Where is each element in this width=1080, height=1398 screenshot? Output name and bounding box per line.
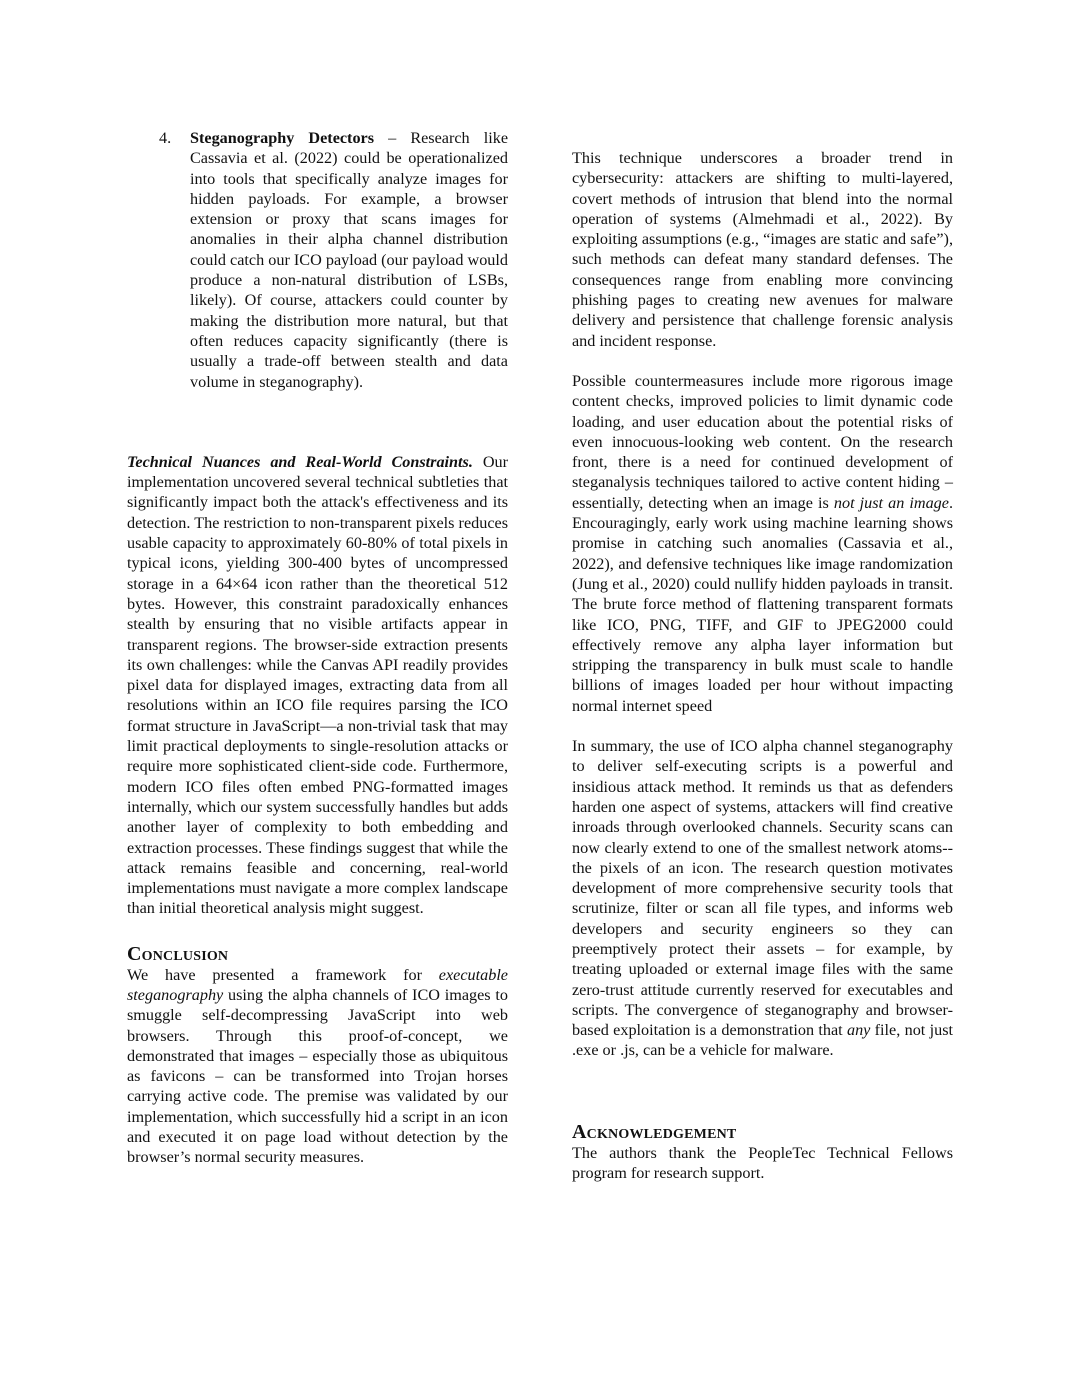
- nuances-paragraph: [127, 452, 508, 919]
- left-column: [127, 128, 508, 1168]
- countermeasures-text-1: Possible countermeasures include more rigorous image content checks, improved policies to limit dynamic code loading, and user education about the potential risks of even innocuous-looking web content. On the research front, there is a need for continued development of steganalysis techniques tailored to active content hiding – essentially, detecting when an image is: [572, 371, 953, 512]
- acknowledgement-heading: Acknowledgement: [572, 1120, 737, 1143]
- list-item-body: [190, 128, 508, 392]
- acknowledgement-paragraph: The authors thank the PeopleTec Technical Fellows program for research support.: [572, 1143, 953, 1183]
- nuances-text: Our implementation uncovered several technical subtleties that significantly impact both the attack's effectiveness and its detection. The restriction to non-transparent pixels reduces usable capacity to approximately 60-80% of total pixels in typical icons, yielding 300-400 bytes of uncompressed storage in a 64×64 icon rather than the theoretical 512 bytes. However, this constraint paradoxically enhances stealth by ensuring that no visible artifacts appear in transparent regions. The browser-side extraction presents its own challenges: while the Canvas API readily provides pixel data for displayed images, extracting data from all resolutions within an ICO file requires parsing the ICO format structure in JavaScript—a non-trivial task that may limit practical deployments to single-resolution attacks or require more sophisticated client-side code. Furthermore, modern ICO files often embed PNG-formatted images internally, which our system successfully handles but adds another layer of complexity to both embedding and extraction processes. These findings suggest that while the attack remains feasible and concerning, real-world implementations must navigate a more complex landscape than initial theoretical analysis might suggest.: [127, 452, 508, 918]
- summary-text-1: In summary, the use of ICO alpha channel steganography to deliver self-executing scripts is a powerful and insidious attack method. It reminds us that as defenders harden one aspect of systems, attackers will find creative inroads through overlooked channels. Security scans can now clearly extend to one of the smallest network atoms--the pixels of an icon. The research question motivates development of more comprehensive security tools that scrutinize, filter or scan all file types, and informs web developers and security engineers so they can preemptively protect their assets – for example, by treating uploaded or external image files with the same zero-trust attitude currently reserved for executables and scripts. The convergence of steganography and browser-based exploitation is a demonstration that: [572, 737, 953, 1040]
- summary-text-2: file, not just .exe or .js, can be a vehicle for malware.: [572, 1021, 953, 1060]
- right-column: [572, 148, 953, 1183]
- summary-emphasis: any: [846, 1021, 871, 1040]
- conclusion-paragraph: [127, 965, 508, 1168]
- conclusion-emphasis: executable steganography: [127, 965, 508, 1004]
- conclusion-heading: Conclusion: [127, 942, 229, 965]
- list-item-steganography-detectors: [159, 128, 508, 392]
- list-item-text: – Research like Cassavia et al. (2022) could be operationalized into tools that specifically analyze images for hidden payloads. For example, a browser extension or proxy that scans images for anomalies in their alpha channel distribution could catch our ICO payload (our payload would produce a non-natural distribution of LSBs, likely). Of course, attackers could counter by making the distribution more natural, but that often reduces capacity significantly (there is usually a trade-off between stealth and data volume in steganography).: [190, 129, 508, 391]
- conclusion-text-2: using the alpha channels of ICO images to smuggle self-decompressing JavaScript into web browsers. Through this proof-of-concept, we demonstrated that images – especially those as ubiquitous as favicons – can be transformed into Trojan horses carrying active code. The premise was validated by our implementation, which successfully hid a script in an icon and executed it on page load without detection by the browser’s normal security measures.: [127, 985, 508, 1167]
- nuances-heading: Technical Nuances and Real-World Constraints.: [127, 452, 473, 471]
- list-number: 4.: [159, 129, 172, 147]
- list-item-term: Steganography Detectors: [190, 129, 375, 147]
- trend-paragraph: This technique underscores a broader trend in cybersecurity: attackers are shifting to multi-layered, covert methods of intrusion that blend into the normal operation of systems (Almehmadi et al., 2022). By exploiting assumptions (e.g., “images are static and safe”), such methods can defeat many standard defenses. The consequences range from enabling more convincing phishing pages to creating new avenues for malware delivery and persistence that challenge forensic analysis and incident response.: [572, 149, 953, 350]
- countermeasures-emphasis: not just an image: [833, 493, 949, 512]
- countermeasures-paragraph: [572, 371, 953, 716]
- summary-paragraph: [572, 736, 953, 1061]
- conclusion-text-1: We have presented a framework for: [127, 965, 439, 984]
- countermeasures-text-2: . Encouragingly, early work using machine learning shows promise in catching such anomalies (Cassavia et al., 2022), and defensive techniques like image randomization (Jung et al., 2020) could nullify hidden payloads in transit. The brute force method of flattening transparent formats like ICO, PNG, TIFF, and GIF to JPEG2000 could effectively remove any alpha layer information but stripping the transparency in bulk must scale to handle billions of images loaded per hour without impacting normal internet speed: [572, 493, 954, 715]
